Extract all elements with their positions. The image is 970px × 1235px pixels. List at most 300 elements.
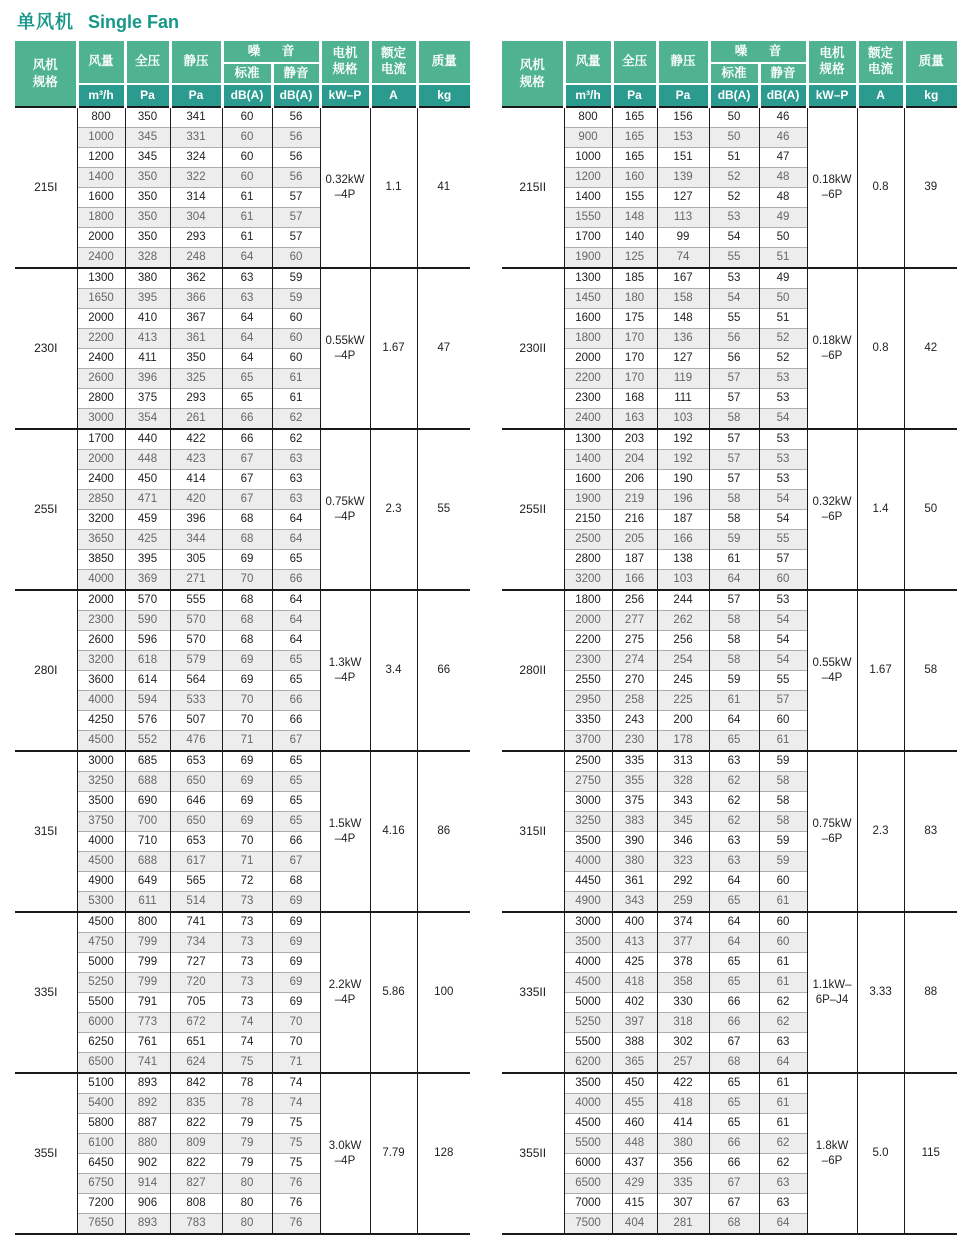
cell-noise-standard: 65 bbox=[709, 1114, 759, 1134]
col-header-noise-standard: 标准 bbox=[222, 63, 272, 84]
single-fan-table-type2 bbox=[502, 41, 957, 1235]
cell-static-pressure: 256 bbox=[657, 631, 709, 651]
cell-noise-quiet: 65 bbox=[272, 812, 320, 832]
cell-total-pressure: 440 bbox=[125, 429, 170, 450]
cell-total-pressure: 170 bbox=[612, 369, 657, 389]
cell-flow: 900 bbox=[564, 128, 612, 148]
cell-noise-quiet: 54 bbox=[759, 409, 807, 430]
cell-noise-standard: 69 bbox=[222, 550, 272, 570]
cell-static-pressure: 158 bbox=[657, 289, 709, 309]
cell-noise-quiet: 53 bbox=[759, 590, 807, 611]
cell-noise-quiet: 58 bbox=[759, 812, 807, 832]
cell-flow: 1400 bbox=[564, 188, 612, 208]
cell-static-pressure: 827 bbox=[170, 1174, 222, 1194]
cell-static-pressure: 192 bbox=[657, 450, 709, 470]
motor-spec-cell: 0.55kW –4P bbox=[320, 268, 370, 429]
cell-noise-quiet: 64 bbox=[759, 1214, 807, 1235]
cell-noise-quiet: 56 bbox=[272, 128, 320, 148]
cell-total-pressure: 148 bbox=[612, 208, 657, 228]
cell-flow: 2400 bbox=[564, 409, 612, 430]
tables-row bbox=[15, 41, 970, 1235]
cell-noise-standard: 56 bbox=[709, 349, 759, 369]
cell-static-pressure: 307 bbox=[657, 1194, 709, 1214]
cell-total-pressure: 902 bbox=[125, 1154, 170, 1174]
cell-static-pressure: 366 bbox=[170, 289, 222, 309]
cell-static-pressure: 570 bbox=[170, 611, 222, 631]
cell-noise-quiet: 55 bbox=[759, 530, 807, 550]
cell-total-pressure: 343 bbox=[612, 892, 657, 913]
cell-total-pressure: 395 bbox=[125, 550, 170, 570]
col-header-noise-quiet: 静音 bbox=[272, 63, 320, 84]
cell-noise-quiet: 67 bbox=[272, 852, 320, 872]
table-body bbox=[15, 107, 470, 1234]
cell-noise-standard: 72 bbox=[222, 872, 272, 892]
cell-noise-quiet: 75 bbox=[272, 1134, 320, 1154]
cell-noise-quiet: 66 bbox=[272, 570, 320, 591]
cell-total-pressure: 761 bbox=[125, 1033, 170, 1053]
cell-flow: 1400 bbox=[564, 450, 612, 470]
cell-total-pressure: 125 bbox=[612, 248, 657, 269]
cell-flow: 4250 bbox=[77, 711, 125, 731]
cell-noise-standard: 67 bbox=[222, 450, 272, 470]
unit-noise-quiet: dB(A) bbox=[272, 84, 320, 107]
cell-total-pressure: 397 bbox=[612, 1013, 657, 1033]
cell-noise-quiet: 61 bbox=[759, 892, 807, 913]
col-header-flow: 风量 bbox=[564, 41, 612, 84]
cell-flow: 6250 bbox=[77, 1033, 125, 1053]
cell-flow: 2000 bbox=[564, 611, 612, 631]
cell-noise-standard: 63 bbox=[709, 832, 759, 852]
fan-spec-cell: 355II bbox=[502, 1073, 564, 1234]
cell-total-pressure: 140 bbox=[612, 228, 657, 248]
rated-current-cell: 3.4 bbox=[370, 590, 417, 751]
cell-static-pressure: 127 bbox=[657, 349, 709, 369]
cell-static-pressure: 99 bbox=[657, 228, 709, 248]
cell-noise-quiet: 69 bbox=[272, 892, 320, 913]
cell-static-pressure: 341 bbox=[170, 107, 222, 128]
cell-flow: 2400 bbox=[77, 248, 125, 269]
cell-noise-quiet: 60 bbox=[759, 912, 807, 933]
cell-flow: 2300 bbox=[564, 389, 612, 409]
cell-noise-quiet: 57 bbox=[272, 208, 320, 228]
cell-noise-quiet: 50 bbox=[759, 289, 807, 309]
cell-noise-quiet: 64 bbox=[272, 510, 320, 530]
cell-total-pressure: 799 bbox=[125, 953, 170, 973]
rated-current-cell: 7.79 bbox=[370, 1073, 417, 1234]
cell-noise-quiet: 48 bbox=[759, 188, 807, 208]
cell-noise-standard: 64 bbox=[222, 329, 272, 349]
cell-static-pressure: 414 bbox=[170, 470, 222, 490]
cell-total-pressure: 688 bbox=[125, 772, 170, 792]
cell-static-pressure: 705 bbox=[170, 993, 222, 1013]
cell-total-pressure: 800 bbox=[125, 912, 170, 933]
mass-cell: 100 bbox=[417, 912, 470, 1073]
cell-noise-standard: 68 bbox=[222, 530, 272, 550]
cell-noise-standard: 64 bbox=[709, 570, 759, 591]
cell-flow: 2300 bbox=[564, 651, 612, 671]
cell-static-pressure: 377 bbox=[657, 933, 709, 953]
cell-noise-quiet: 54 bbox=[759, 490, 807, 510]
cell-total-pressure: 395 bbox=[125, 289, 170, 309]
cell-noise-standard: 64 bbox=[222, 309, 272, 329]
cell-static-pressure: 257 bbox=[657, 1053, 709, 1074]
cell-static-pressure: 564 bbox=[170, 671, 222, 691]
cell-noise-standard: 67 bbox=[709, 1033, 759, 1053]
cell-noise-quiet: 69 bbox=[272, 973, 320, 993]
cell-static-pressure: 113 bbox=[657, 208, 709, 228]
fan-spec-cell: 230I bbox=[15, 268, 77, 429]
fan-spec-cell: 355I bbox=[15, 1073, 77, 1234]
motor-spec-cell: 1.1kW– 6P–J4 bbox=[807, 912, 857, 1073]
col-header-mass: 质量 bbox=[904, 41, 957, 84]
cell-static-pressure: 476 bbox=[170, 731, 222, 752]
cell-noise-standard: 50 bbox=[709, 107, 759, 128]
cell-total-pressure: 880 bbox=[125, 1134, 170, 1154]
cell-static-pressure: 842 bbox=[170, 1073, 222, 1094]
cell-static-pressure: 808 bbox=[170, 1194, 222, 1214]
cell-noise-quiet: 62 bbox=[272, 429, 320, 450]
cell-total-pressure: 690 bbox=[125, 792, 170, 812]
cell-noise-standard: 66 bbox=[709, 1013, 759, 1033]
cell-flow: 1900 bbox=[564, 248, 612, 269]
cell-noise-quiet: 49 bbox=[759, 268, 807, 289]
unit-motor-spec: kW–P bbox=[320, 84, 370, 107]
cell-flow: 2000 bbox=[77, 590, 125, 611]
cell-noise-standard: 58 bbox=[709, 510, 759, 530]
cell-noise-quiet: 76 bbox=[272, 1194, 320, 1214]
cell-total-pressure: 887 bbox=[125, 1114, 170, 1134]
cell-static-pressure: 304 bbox=[170, 208, 222, 228]
cell-noise-quiet: 46 bbox=[759, 107, 807, 128]
rated-current-cell: 2.3 bbox=[857, 751, 904, 912]
cell-noise-quiet: 54 bbox=[759, 510, 807, 530]
motor-spec-cell: 0.75kW –4P bbox=[320, 429, 370, 590]
cell-noise-quiet: 63 bbox=[272, 450, 320, 470]
col-header-mass: 质量 bbox=[417, 41, 470, 84]
fan-spec-cell: 315II bbox=[502, 751, 564, 912]
cell-flow: 4500 bbox=[77, 912, 125, 933]
cell-total-pressure: 160 bbox=[612, 168, 657, 188]
cell-noise-quiet: 51 bbox=[759, 309, 807, 329]
cell-flow: 5500 bbox=[77, 993, 125, 1013]
cell-noise-standard: 58 bbox=[709, 651, 759, 671]
cell-total-pressure: 163 bbox=[612, 409, 657, 430]
cell-flow: 2950 bbox=[564, 691, 612, 711]
cell-total-pressure: 450 bbox=[612, 1073, 657, 1094]
cell-noise-standard: 80 bbox=[222, 1194, 272, 1214]
col-header-fan-spec: 风机 规格 bbox=[502, 41, 564, 107]
cell-static-pressure: 835 bbox=[170, 1094, 222, 1114]
cell-static-pressure: 305 bbox=[170, 550, 222, 570]
cell-flow: 2850 bbox=[77, 490, 125, 510]
cell-total-pressure: 206 bbox=[612, 470, 657, 490]
cell-flow: 3500 bbox=[564, 832, 612, 852]
cell-static-pressure: 156 bbox=[657, 107, 709, 128]
cell-total-pressure: 450 bbox=[125, 470, 170, 490]
cell-total-pressure: 383 bbox=[612, 812, 657, 832]
cell-flow: 2600 bbox=[77, 369, 125, 389]
cell-flow: 5000 bbox=[77, 953, 125, 973]
cell-total-pressure: 576 bbox=[125, 711, 170, 731]
cell-total-pressure: 552 bbox=[125, 731, 170, 752]
mass-cell: 83 bbox=[904, 751, 957, 912]
cell-noise-standard: 67 bbox=[222, 470, 272, 490]
cell-noise-quiet: 60 bbox=[759, 711, 807, 731]
cell-total-pressure: 219 bbox=[612, 490, 657, 510]
cell-total-pressure: 243 bbox=[612, 711, 657, 731]
cell-total-pressure: 773 bbox=[125, 1013, 170, 1033]
cell-flow: 1000 bbox=[564, 148, 612, 168]
cell-static-pressure: 646 bbox=[170, 792, 222, 812]
cell-noise-quiet: 53 bbox=[759, 470, 807, 490]
cell-static-pressure: 565 bbox=[170, 872, 222, 892]
cell-total-pressure: 380 bbox=[125, 268, 170, 289]
cell-noise-quiet: 63 bbox=[272, 490, 320, 510]
cell-static-pressure: 103 bbox=[657, 570, 709, 591]
cell-flow: 2600 bbox=[77, 631, 125, 651]
fan-spec-cell: 255I bbox=[15, 429, 77, 590]
cell-flow: 1200 bbox=[564, 168, 612, 188]
motor-spec-cell: 0.18kW –6P bbox=[807, 268, 857, 429]
cell-noise-standard: 64 bbox=[709, 933, 759, 953]
cell-static-pressure: 302 bbox=[657, 1033, 709, 1053]
cell-flow: 6000 bbox=[564, 1154, 612, 1174]
cell-noise-standard: 58 bbox=[709, 409, 759, 430]
page-title-zh: 单风机 bbox=[17, 12, 74, 32]
cell-total-pressure: 205 bbox=[612, 530, 657, 550]
cell-static-pressure: 422 bbox=[657, 1073, 709, 1094]
cell-noise-standard: 69 bbox=[222, 772, 272, 792]
rated-current-cell: 0.8 bbox=[857, 268, 904, 429]
cell-flow: 5400 bbox=[77, 1094, 125, 1114]
col-header-noise-group: 噪 音 bbox=[222, 41, 320, 63]
cell-noise-standard: 65 bbox=[709, 1073, 759, 1094]
cell-flow: 6000 bbox=[77, 1013, 125, 1033]
cell-noise-standard: 69 bbox=[222, 671, 272, 691]
cell-static-pressure: 262 bbox=[657, 611, 709, 631]
cell-flow: 2000 bbox=[77, 309, 125, 329]
cell-flow: 1200 bbox=[77, 148, 125, 168]
cell-noise-quiet: 58 bbox=[759, 792, 807, 812]
cell-noise-quiet: 66 bbox=[272, 832, 320, 852]
cell-noise-quiet: 46 bbox=[759, 128, 807, 148]
group-first-row bbox=[502, 751, 957, 772]
fan-spec-cell: 280I bbox=[15, 590, 77, 751]
cell-static-pressure: 418 bbox=[657, 1094, 709, 1114]
cell-total-pressure: 429 bbox=[612, 1174, 657, 1194]
cell-flow: 3000 bbox=[77, 409, 125, 430]
cell-static-pressure: 254 bbox=[657, 651, 709, 671]
cell-noise-standard: 61 bbox=[222, 208, 272, 228]
cell-total-pressure: 390 bbox=[612, 832, 657, 852]
unit-mass: kg bbox=[417, 84, 470, 107]
motor-spec-cell: 0.18kW –6P bbox=[807, 107, 857, 268]
cell-flow: 1900 bbox=[564, 490, 612, 510]
fan-spec-cell: 315I bbox=[15, 751, 77, 912]
cell-noise-standard: 69 bbox=[222, 651, 272, 671]
cell-noise-standard: 51 bbox=[709, 148, 759, 168]
cell-noise-quiet: 70 bbox=[272, 1033, 320, 1053]
cell-noise-quiet: 58 bbox=[759, 772, 807, 792]
cell-static-pressure: 178 bbox=[657, 731, 709, 752]
cell-noise-standard: 64 bbox=[709, 912, 759, 933]
cell-noise-standard: 65 bbox=[709, 973, 759, 993]
cell-noise-quiet: 76 bbox=[272, 1174, 320, 1194]
cell-total-pressure: 471 bbox=[125, 490, 170, 510]
cell-noise-quiet: 65 bbox=[272, 671, 320, 691]
cell-static-pressure: 313 bbox=[657, 751, 709, 772]
cell-total-pressure: 354 bbox=[125, 409, 170, 430]
cell-flow: 2400 bbox=[77, 470, 125, 490]
mass-cell: 86 bbox=[417, 751, 470, 912]
cell-total-pressure: 425 bbox=[612, 953, 657, 973]
cell-flow: 4000 bbox=[77, 570, 125, 591]
cell-total-pressure: 270 bbox=[612, 671, 657, 691]
cell-total-pressure: 166 bbox=[612, 570, 657, 591]
cell-noise-standard: 61 bbox=[222, 188, 272, 208]
rated-current-cell: 1.1 bbox=[370, 107, 417, 268]
cell-noise-quiet: 65 bbox=[272, 792, 320, 812]
unit-total-pressure: Pa bbox=[612, 84, 657, 107]
cell-noise-standard: 70 bbox=[222, 570, 272, 591]
cell-flow: 2800 bbox=[564, 550, 612, 570]
cell-flow: 1300 bbox=[564, 268, 612, 289]
cell-total-pressure: 170 bbox=[612, 349, 657, 369]
cell-static-pressure: 331 bbox=[170, 128, 222, 148]
cell-noise-quiet: 53 bbox=[759, 389, 807, 409]
cell-static-pressure: 809 bbox=[170, 1134, 222, 1154]
cell-noise-standard: 59 bbox=[709, 530, 759, 550]
cell-noise-quiet: 62 bbox=[759, 1154, 807, 1174]
cell-total-pressure: 203 bbox=[612, 429, 657, 450]
cell-total-pressure: 413 bbox=[125, 329, 170, 349]
cell-flow: 6200 bbox=[564, 1053, 612, 1074]
cell-noise-quiet: 60 bbox=[759, 933, 807, 953]
cell-static-pressure: 653 bbox=[170, 751, 222, 772]
cell-noise-quiet: 61 bbox=[759, 731, 807, 752]
cell-flow: 5500 bbox=[564, 1033, 612, 1053]
cell-static-pressure: 420 bbox=[170, 490, 222, 510]
cell-flow: 1700 bbox=[564, 228, 612, 248]
cell-noise-standard: 63 bbox=[709, 852, 759, 872]
mass-cell: 41 bbox=[417, 107, 470, 268]
cell-flow: 2550 bbox=[564, 671, 612, 691]
cell-flow: 7200 bbox=[77, 1194, 125, 1214]
cell-flow: 2200 bbox=[564, 631, 612, 651]
fan-spec-cell: 335II bbox=[502, 912, 564, 1073]
motor-spec-cell: 0.32kW –4P bbox=[320, 107, 370, 268]
cell-flow: 1550 bbox=[564, 208, 612, 228]
cell-noise-quiet: 62 bbox=[759, 1013, 807, 1033]
cell-noise-quiet: 51 bbox=[759, 248, 807, 269]
cell-total-pressure: 335 bbox=[612, 751, 657, 772]
cell-total-pressure: 892 bbox=[125, 1094, 170, 1114]
cell-noise-standard: 62 bbox=[709, 772, 759, 792]
motor-spec-cell: 1.8kW –6P bbox=[807, 1073, 857, 1234]
unit-flow: m³/h bbox=[77, 84, 125, 107]
cell-noise-quiet: 65 bbox=[272, 751, 320, 772]
cell-noise-quiet: 59 bbox=[759, 751, 807, 772]
cell-noise-quiet: 61 bbox=[759, 1073, 807, 1094]
cell-noise-standard: 70 bbox=[222, 711, 272, 731]
cell-static-pressure: 380 bbox=[657, 1134, 709, 1154]
cell-flow: 1300 bbox=[77, 268, 125, 289]
cell-noise-quiet: 66 bbox=[272, 691, 320, 711]
motor-spec-cell: 2.2kW –4P bbox=[320, 912, 370, 1073]
cell-static-pressure: 356 bbox=[657, 1154, 709, 1174]
cell-total-pressure: 388 bbox=[612, 1033, 657, 1053]
rated-current-cell: 5.86 bbox=[370, 912, 417, 1073]
cell-static-pressure: 127 bbox=[657, 188, 709, 208]
cell-static-pressure: 361 bbox=[170, 329, 222, 349]
cell-flow: 3200 bbox=[564, 570, 612, 591]
cell-noise-quiet: 64 bbox=[272, 631, 320, 651]
cell-total-pressure: 611 bbox=[125, 892, 170, 913]
cell-flow: 5250 bbox=[77, 973, 125, 993]
cell-flow: 3700 bbox=[564, 731, 612, 752]
col-header-rated-current: 额定 电流 bbox=[370, 41, 417, 84]
cell-flow: 2750 bbox=[564, 772, 612, 792]
cell-flow: 3500 bbox=[564, 1073, 612, 1094]
cell-noise-quiet: 50 bbox=[759, 228, 807, 248]
cell-static-pressure: 651 bbox=[170, 1033, 222, 1053]
cell-static-pressure: 344 bbox=[170, 530, 222, 550]
cell-static-pressure: 396 bbox=[170, 510, 222, 530]
cell-flow: 4500 bbox=[77, 852, 125, 872]
cell-noise-standard: 80 bbox=[222, 1214, 272, 1235]
cell-noise-quiet: 60 bbox=[272, 309, 320, 329]
cell-static-pressure: 244 bbox=[657, 590, 709, 611]
cell-flow: 6500 bbox=[564, 1174, 612, 1194]
cell-noise-standard: 69 bbox=[222, 792, 272, 812]
cell-flow: 5000 bbox=[564, 993, 612, 1013]
rated-current-cell: 1.4 bbox=[857, 429, 904, 590]
rated-current-cell: 5.0 bbox=[857, 1073, 904, 1234]
cell-flow: 3500 bbox=[77, 792, 125, 812]
cell-static-pressure: 507 bbox=[170, 711, 222, 731]
cell-total-pressure: 893 bbox=[125, 1073, 170, 1094]
cell-noise-quiet: 63 bbox=[759, 1194, 807, 1214]
cell-flow: 3500 bbox=[564, 933, 612, 953]
cell-static-pressure: 672 bbox=[170, 1013, 222, 1033]
cell-noise-quiet: 62 bbox=[759, 1134, 807, 1154]
cell-total-pressure: 274 bbox=[612, 651, 657, 671]
cell-static-pressure: 533 bbox=[170, 691, 222, 711]
cell-noise-standard: 63 bbox=[222, 268, 272, 289]
rated-current-cell: 1.67 bbox=[857, 590, 904, 751]
cell-noise-quiet: 65 bbox=[272, 550, 320, 570]
cell-noise-standard: 66 bbox=[709, 1134, 759, 1154]
cell-static-pressure: 318 bbox=[657, 1013, 709, 1033]
unit-static-pressure: Pa bbox=[657, 84, 709, 107]
cell-noise-standard: 60 bbox=[222, 128, 272, 148]
mass-cell: 47 bbox=[417, 268, 470, 429]
cell-noise-standard: 68 bbox=[222, 510, 272, 530]
cell-static-pressure: 196 bbox=[657, 490, 709, 510]
cell-flow: 3000 bbox=[564, 792, 612, 812]
cell-flow: 1000 bbox=[77, 128, 125, 148]
cell-static-pressure: 167 bbox=[657, 268, 709, 289]
page-title-en: Single Fan bbox=[88, 12, 180, 32]
group-first-row bbox=[15, 751, 470, 772]
cell-flow: 5500 bbox=[564, 1134, 612, 1154]
cell-static-pressure: 139 bbox=[657, 168, 709, 188]
cell-noise-quiet: 59 bbox=[272, 268, 320, 289]
cell-flow: 4900 bbox=[77, 872, 125, 892]
cell-noise-quiet: 71 bbox=[272, 1053, 320, 1074]
cell-static-pressure: 335 bbox=[657, 1174, 709, 1194]
cell-noise-quiet: 63 bbox=[272, 470, 320, 490]
